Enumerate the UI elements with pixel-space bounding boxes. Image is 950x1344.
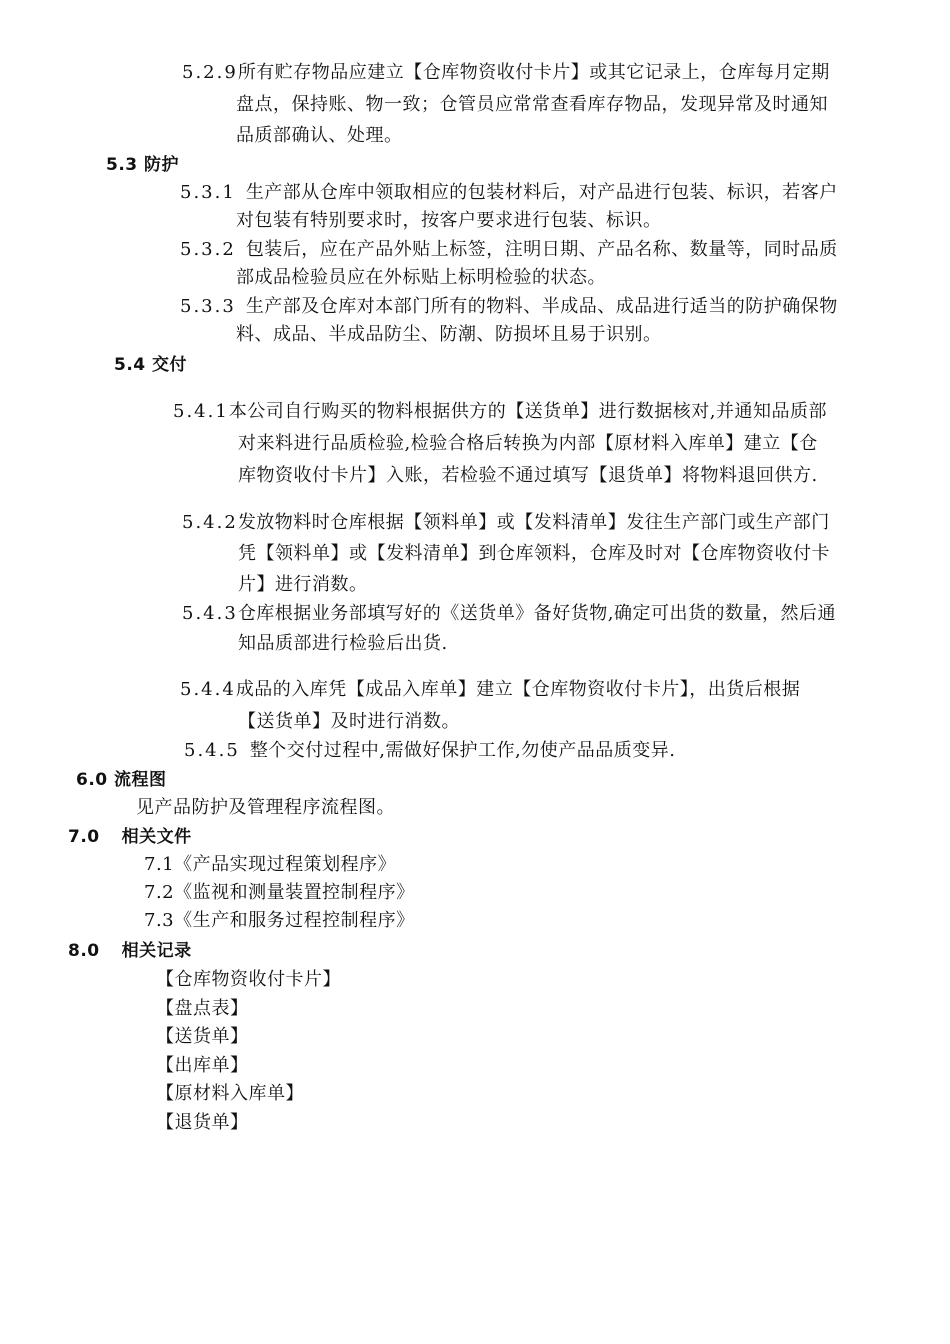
clause-text: 生产部及仓库对本部门所有的物料、半成品、成品进行适当的防护确保物 [245, 296, 838, 317]
related-record-item: 【退货单】 [156, 1112, 249, 1133]
clause-text: 所有贮存物品应建立【仓库物资收付卡片】或其它记录上，仓库每月定期 [237, 62, 830, 83]
related-doc-item: 7.3《生产和服务过程控制程序》 [144, 910, 415, 931]
section-5-4-heading: 5.4 交付 [114, 355, 188, 375]
clause-text: 整个交付过程中,需做好保护工作,勿使产品品质变异. [249, 740, 676, 761]
clause-5-4-1-line-1 [173, 397, 827, 427]
section-6-text: 见产品防护及管理程序流程图。 [136, 797, 395, 818]
clause-5-4-5-line-1 [184, 736, 675, 766]
clause-number: 5.4.2 [182, 512, 238, 533]
clause-5-4-2-line-3: 片】进行消数。 [238, 574, 368, 595]
related-record-item: 【出库单】 [156, 1055, 249, 1076]
clause-text: 本公司自行购买的物料根据供方的【送货单】进行数据核对,并通知品质部 [228, 401, 828, 422]
section-title: 相关记录 [121, 941, 192, 961]
related-record-item: 【仓库物资收付卡片】 [156, 969, 341, 990]
clause-5-4-3-line-2: 知品质部进行检验后出货. [238, 633, 448, 654]
clause-text: 发放物料时仓库根据【领料单】或【发料清单】发往生产部门或生产部门 [237, 512, 830, 533]
clause-number: 5.4.3 [182, 603, 238, 624]
clause-number: 5.3.3 [180, 296, 236, 317]
clause-number: 5.2.9 [182, 62, 238, 83]
clause-5-4-1-line-3: 库物资收付卡片】入账，若检验不通过填写【退货单】将物料退回供方. [238, 465, 818, 486]
clause-5-2-9-line-1 [182, 58, 830, 88]
clause-text: 仓库根据业务部填写好的《送货单》备好货物,确定可出货的数量，然后通 [237, 603, 837, 624]
section-7-heading [68, 822, 192, 852]
clause-5-2-9-line-3: 品质部确认、处理。 [236, 125, 403, 146]
clause-5-3-2-line-1 [180, 235, 838, 265]
clause-text: 成品的入库凭【成品入库单】建立【仓库物资收付卡片】，出货后根据 [235, 679, 801, 700]
clause-5-3-3-line-1 [180, 292, 838, 322]
clause-5-4-4-line-2: 【送货单】及时进行消数。 [238, 711, 460, 732]
clause-5-3-1-line-2: 对包装有特别要求时，按客户要求进行包装、标识。 [236, 210, 662, 231]
clause-number: 5.4.1 [173, 401, 229, 422]
clause-5-4-3-line-1 [182, 599, 836, 629]
clause-text: 包装后，应在产品外贴上标签，注明日期、产品名称、数量等，同时品质 [245, 239, 838, 260]
section-5-3-heading: 5.3 防护 [106, 155, 180, 175]
clause-5-4-4-line-1 [180, 675, 800, 705]
clause-5-4-2-line-1 [182, 508, 830, 538]
clause-number: 5.3.1 [180, 182, 236, 203]
section-6-heading: 6.0 流程图 [76, 770, 167, 790]
related-record-item: 【盘点表】 [156, 998, 249, 1019]
related-doc-item: 7.1《产品实现过程策划程序》 [144, 854, 397, 875]
clause-number: 5.4.5 [184, 740, 240, 761]
clause-number: 5.3.2 [180, 239, 236, 260]
section-8-heading [68, 936, 192, 966]
section-number: 7.0 [68, 827, 100, 847]
clause-5-2-9-line-2: 盘点，保持账、物一致；仓管员应常常查看库存物品，发现异常及时通知 [236, 94, 828, 115]
related-record-item: 【原材料入库单】 [156, 1083, 304, 1104]
clause-5-3-2-line-2: 部成品检验员应在外标贴上标明检验的状态。 [236, 267, 606, 288]
clause-5-4-2-line-2: 凭【领料单】或【发料清单】到仓库领料，仓库及时对【仓库物资收付卡 [238, 543, 830, 564]
clause-5-4-1-line-2: 对来料进行品质检验,检验合格后转换为内部【原材料入库单】建立【仓 [238, 433, 818, 454]
related-record-item: 【送货单】 [156, 1026, 249, 1047]
related-doc-item: 7.2《监视和测量装置控制程序》 [144, 882, 415, 903]
clause-5-3-3-line-2: 料、成品、半成品防尘、防潮、防损坏且易于识别。 [236, 324, 662, 345]
section-title: 相关文件 [121, 827, 192, 847]
section-number: 8.0 [68, 941, 100, 961]
clause-text: 生产部从仓库中领取相应的包装材料后，对产品进行包装、标识，若客户 [245, 182, 838, 203]
clause-5-3-1-line-1 [180, 178, 838, 208]
clause-number: 5.4.4 [180, 679, 236, 700]
